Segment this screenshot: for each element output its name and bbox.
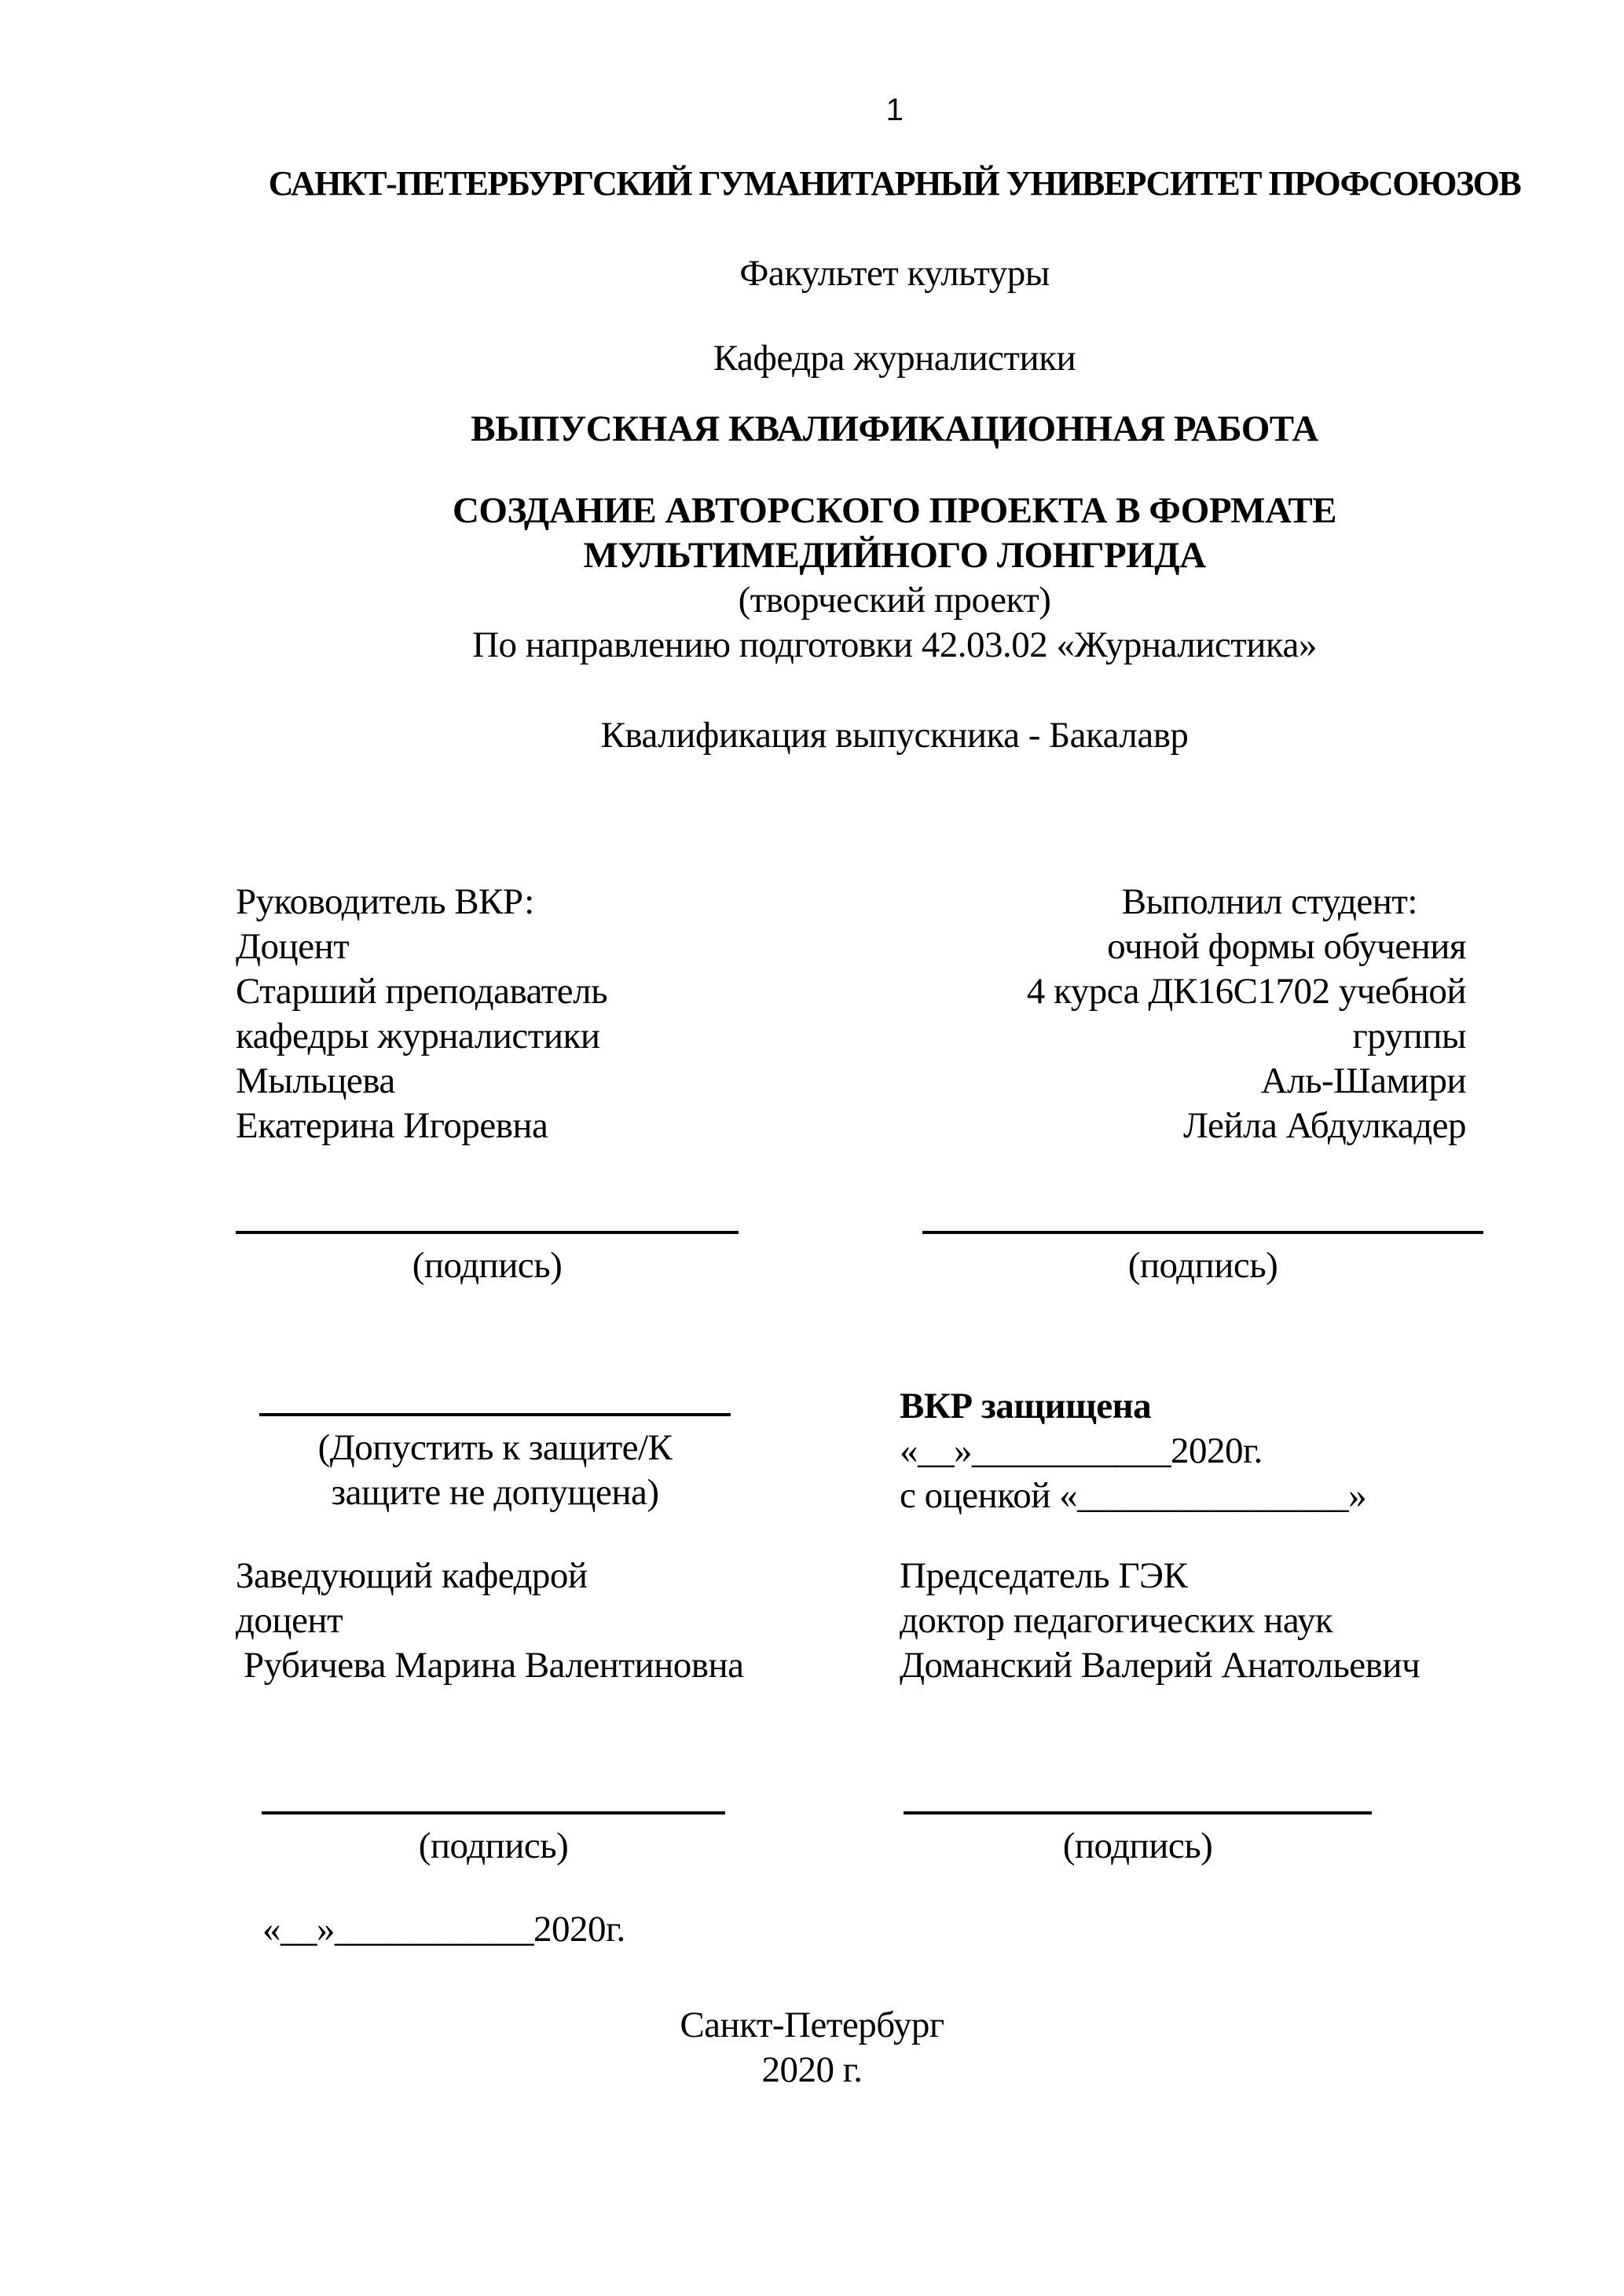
study-program: По направлению подготовки 42.03.02 «Журналистика» bbox=[472, 624, 1317, 665]
title-block bbox=[236, 489, 1553, 668]
city-name: Санкт-Петербург bbox=[680, 2005, 944, 2045]
student-line: Аль-Шамири bbox=[1260, 1060, 1466, 1101]
city-year-block bbox=[0, 2003, 1624, 2093]
defense-heading: ВКР защищена bbox=[900, 1386, 1152, 1426]
university-name: САНКТ-ПЕТЕРБУРГСКИЙ ГУМАНИТАРНЫЙ УНИВЕРСИТЕТ ПРОФСОЮЗОВ bbox=[268, 164, 1521, 203]
student-line: группы bbox=[1352, 1016, 1466, 1056]
department-head-rank: доцент bbox=[236, 1600, 343, 1641]
admission-note bbox=[259, 1413, 731, 1515]
student-line: Лейла Абдулкадер bbox=[1183, 1105, 1466, 1146]
thesis-title-line-1: СОЗДАНИЕ АВТОРСКОГО ПРОЕКТА В ФОРМАТЕ bbox=[452, 490, 1337, 531]
admission-line-1: (Допустить к защите/К bbox=[317, 1427, 673, 1468]
advisor-line: кафедры журналистики bbox=[236, 1016, 600, 1056]
defense-block bbox=[900, 1384, 1497, 1518]
advisor-line: Доцент bbox=[236, 926, 350, 967]
gek-chair-rank: доктор педагогических наук bbox=[900, 1600, 1333, 1641]
signature-caption: (подпись) bbox=[418, 1825, 569, 1866]
gek-chair-title: Председатель ГЭК bbox=[900, 1555, 1188, 1596]
department-head-name: Рубичева Марина Валентиновна bbox=[244, 1645, 744, 1686]
signature-caption: (подпись) bbox=[1127, 1245, 1278, 1286]
admission-line-2: защите не допущена) bbox=[331, 1472, 659, 1513]
student-block bbox=[869, 880, 1466, 1148]
department-head-title: Заведующий кафедрой bbox=[236, 1555, 588, 1596]
department-head-signature-line bbox=[262, 1811, 725, 1869]
department-head-block bbox=[236, 1554, 801, 1688]
page-number: 1 bbox=[885, 93, 904, 127]
year-line: 2020 г. bbox=[761, 2049, 863, 2090]
student-signature-line bbox=[922, 1231, 1483, 1288]
advisor-heading: Руководитель ВКР: bbox=[236, 881, 534, 922]
advisor-line: Старший преподаватель bbox=[236, 971, 608, 1012]
advisor-block bbox=[236, 880, 770, 1148]
gek-chair-signature-line bbox=[904, 1811, 1372, 1869]
student-heading: Выполнил студент: bbox=[1121, 881, 1417, 922]
defense-date-line: «__»___________2020г. bbox=[900, 1430, 1263, 1471]
qualification-line: Квалификация выпускника - Бакалавр bbox=[600, 715, 1189, 756]
signature-caption: (подпись) bbox=[412, 1245, 563, 1286]
advisor-line: Екатерина Игоревна bbox=[236, 1105, 548, 1146]
gek-chair-name: Доманский Валерий Анатольевич bbox=[900, 1645, 1421, 1686]
defense-grade-line: с оценкой «_______________» bbox=[900, 1475, 1367, 1516]
gek-chair-block bbox=[900, 1554, 1575, 1688]
approval-date-line: «__»___________2020г. bbox=[262, 1909, 625, 1950]
student-line: очной формы обучения bbox=[1107, 926, 1466, 967]
work-type-heading: ВЫПУСКНАЯ КВАЛИФИКАЦИОННАЯ РАБОТА bbox=[471, 408, 1318, 449]
signature-caption: (подпись) bbox=[1062, 1825, 1213, 1866]
student-line: 4 курса ДК16С1702 учебной bbox=[1026, 971, 1466, 1012]
advisor-line: Мыльцева bbox=[236, 1060, 395, 1101]
thesis-subtitle: (творческий проект) bbox=[738, 580, 1051, 621]
department-name: Кафедра журналистики bbox=[713, 338, 1076, 379]
thesis-title-line-2: МУЛЬТИМЕДИЙНОГО ЛОНГРИДА bbox=[583, 535, 1206, 576]
advisor-signature-line bbox=[236, 1231, 739, 1288]
faculty-name: Факультет культуры bbox=[739, 253, 1050, 294]
